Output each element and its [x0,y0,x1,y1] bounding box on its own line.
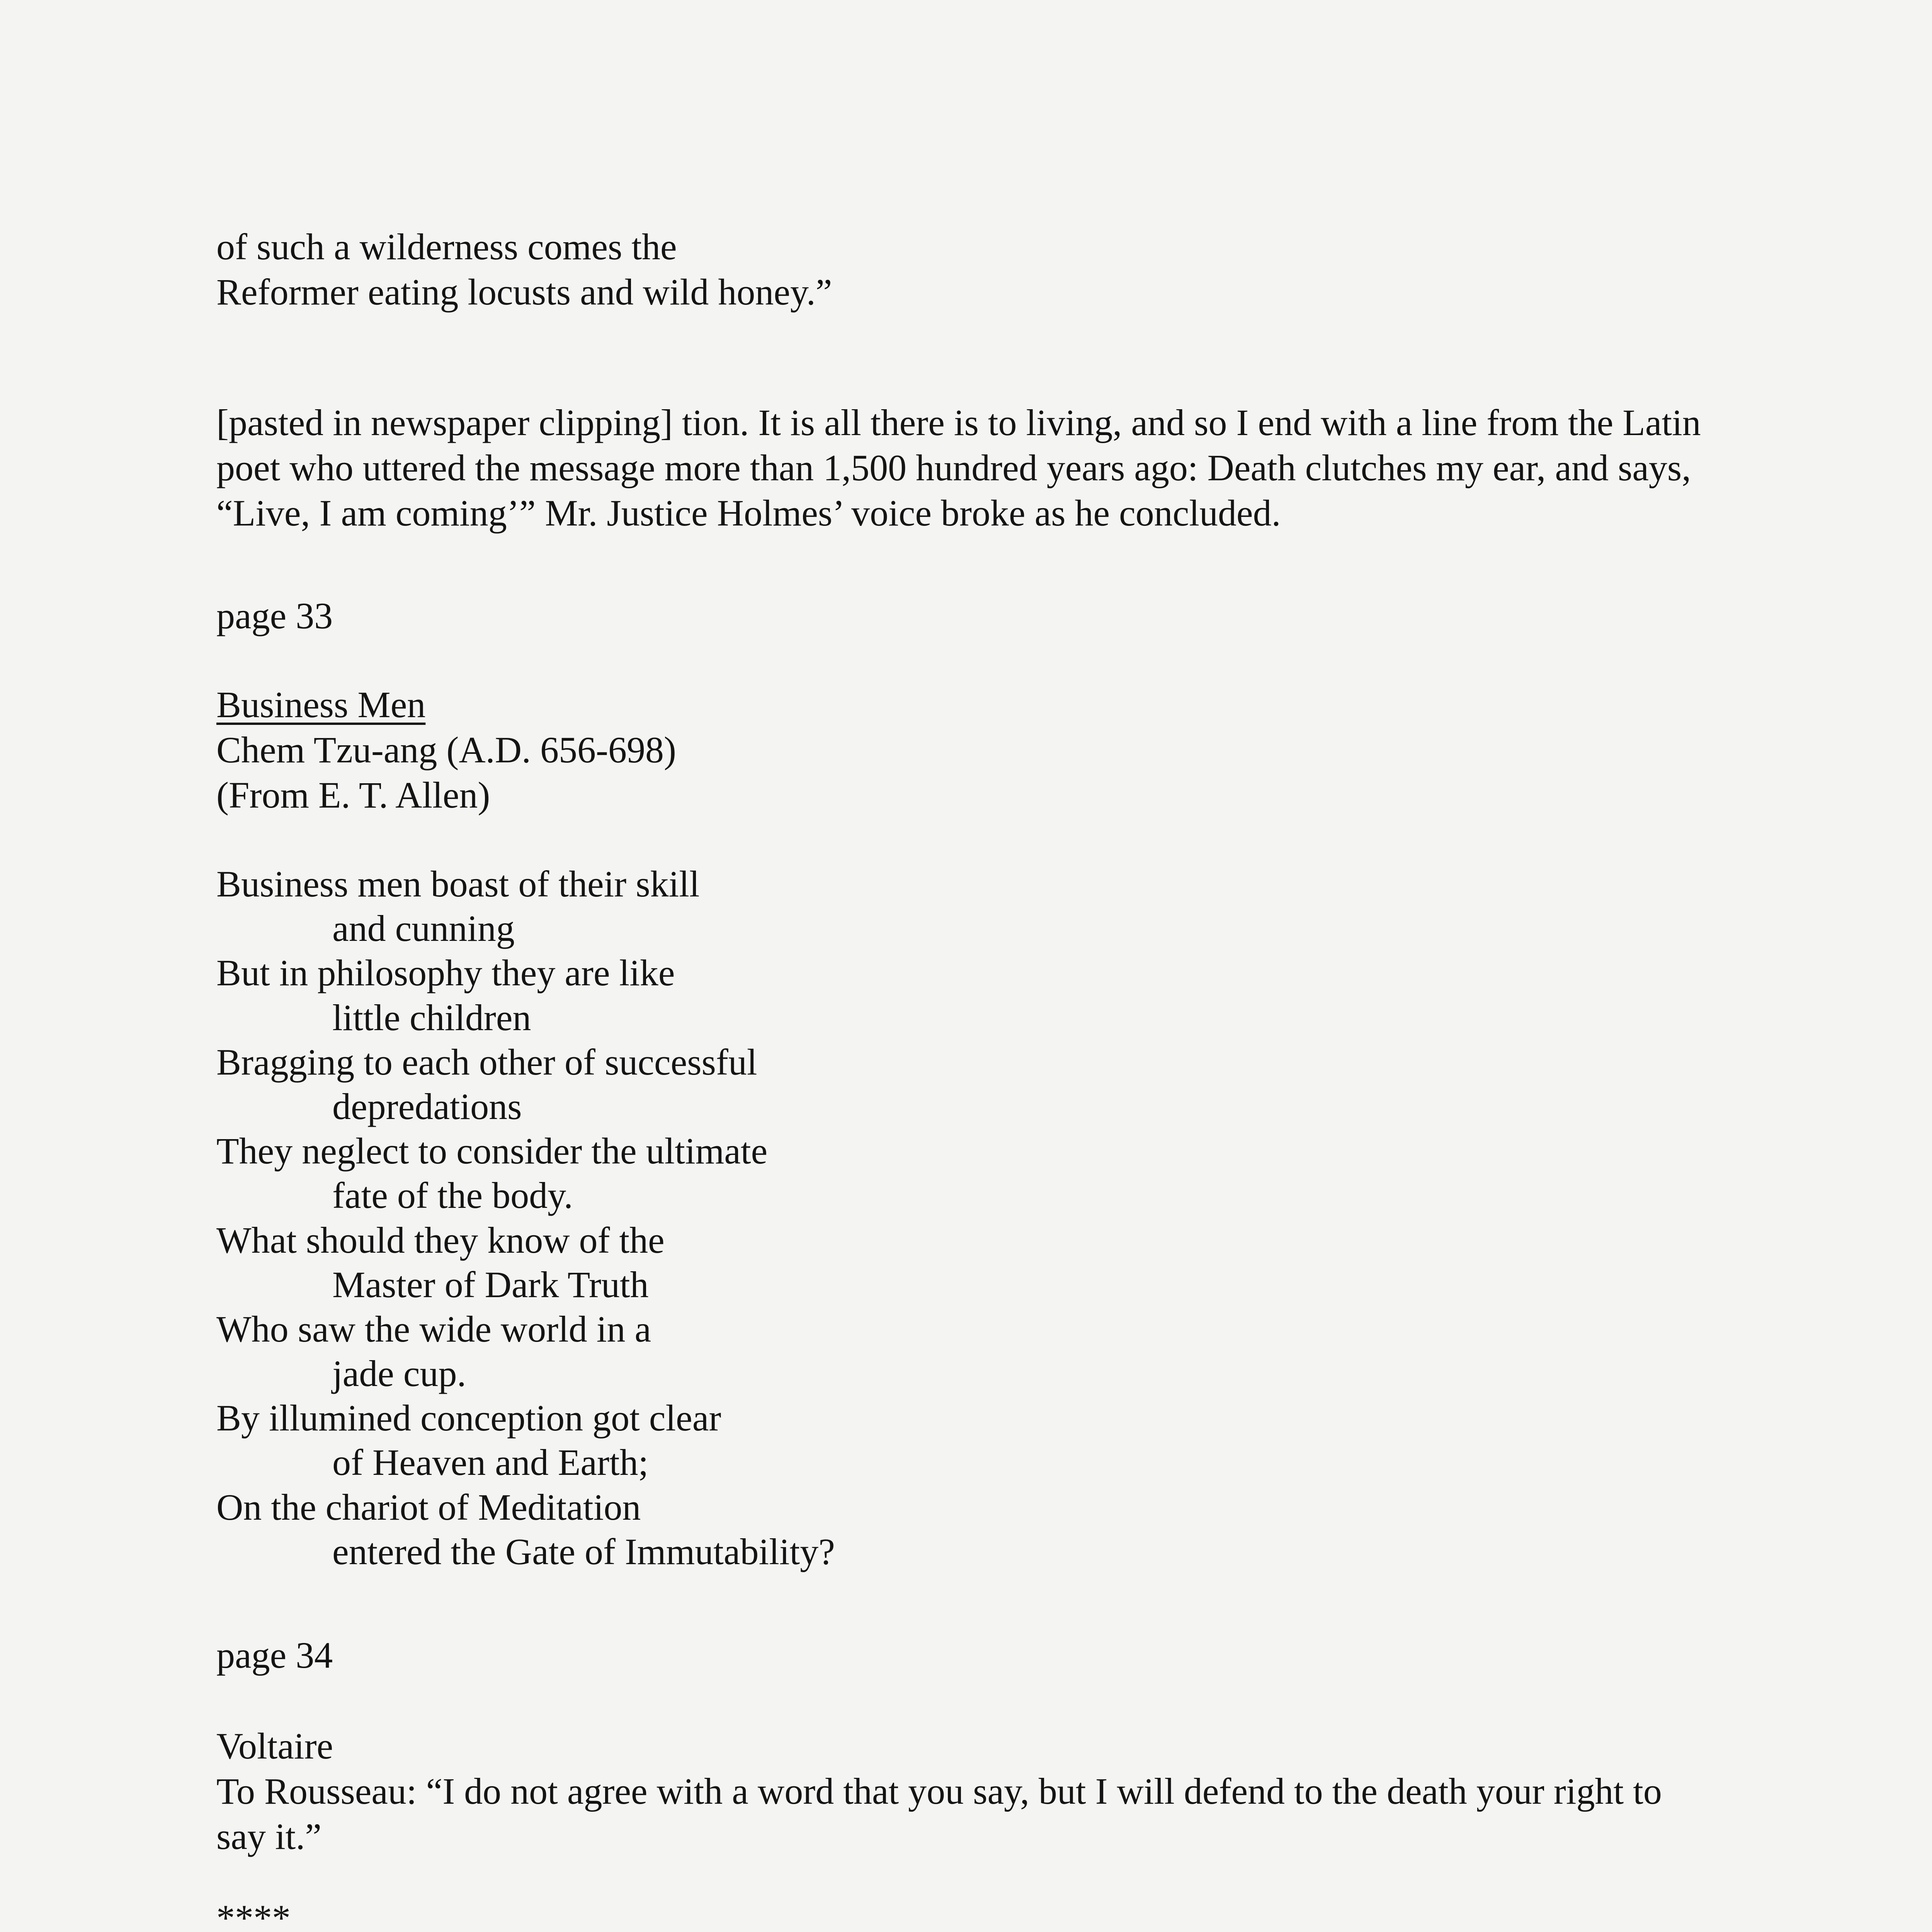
poem-line: jade cup. [332,1353,466,1395]
poem-line: On the chariot of Meditation [216,1486,641,1528]
quote-text: To Rousseau: “I do not agree with a word that you say, but I will defend to the death your right to say it.” [216,1770,1662,1857]
poem-author: Chem Tzu-ang (A.D. 656-698) [216,729,676,771]
poem-source: (From E. T. Allen) [216,774,490,816]
poem-line: They neglect to consider the ultimate [216,1130,768,1172]
opening-verse [216,224,1710,315]
page-number-label: page 34 [216,1634,333,1676]
poem-line: Business men boast of their skill [216,863,700,905]
poem-line: But in philosophy they are like [216,952,675,994]
clipping-paragraph [216,400,1710,536]
verse-line: of such a wilderness comes the [216,226,677,267]
poem-line: of Heaven and Earth; [332,1442,649,1483]
page-34-label-block [216,1633,1710,1678]
poem-title: Business Men [216,684,426,725]
poem-line: Master of Dark Truth [332,1264,649,1305]
poem-line: entered the Gate of Immutability? [332,1531,835,1572]
page-number-label: page 33 [216,595,333,636]
poem-line: Bragging to each other of successful [216,1041,757,1083]
poem-line: little children [332,997,531,1038]
separator-block [216,1895,1710,1932]
clipping-text: [pasted in newspaper clipping] tion. It is all there is to living, and so I end with a line from the Latin poet who uttered the message more than 1,500 hundred years ago: Death clutches my ear, and says, “Live, I am coming’” Mr. Justice Holmes’ voice broke as he concluded. [216,402,1701,534]
verse-line: Reformer eating locusts and wild honey.” [216,271,832,313]
poem-line: Who saw the wide world in a [216,1308,651,1350]
poem-line: What should they know of the [216,1219,665,1261]
poem-line: and cunning [332,908,515,949]
quote-attribution: Voltaire [216,1725,333,1767]
poem-body [216,862,1710,1574]
separator: **** [216,1897,291,1932]
poem-line: depredations [332,1085,522,1127]
poem-header [216,682,1710,818]
page-33-label-block [216,593,1710,638]
poem-line: fate of the body. [332,1175,573,1216]
voltaire-section [216,1723,1710,1859]
poem-line: By illumined conception got clear [216,1397,721,1439]
